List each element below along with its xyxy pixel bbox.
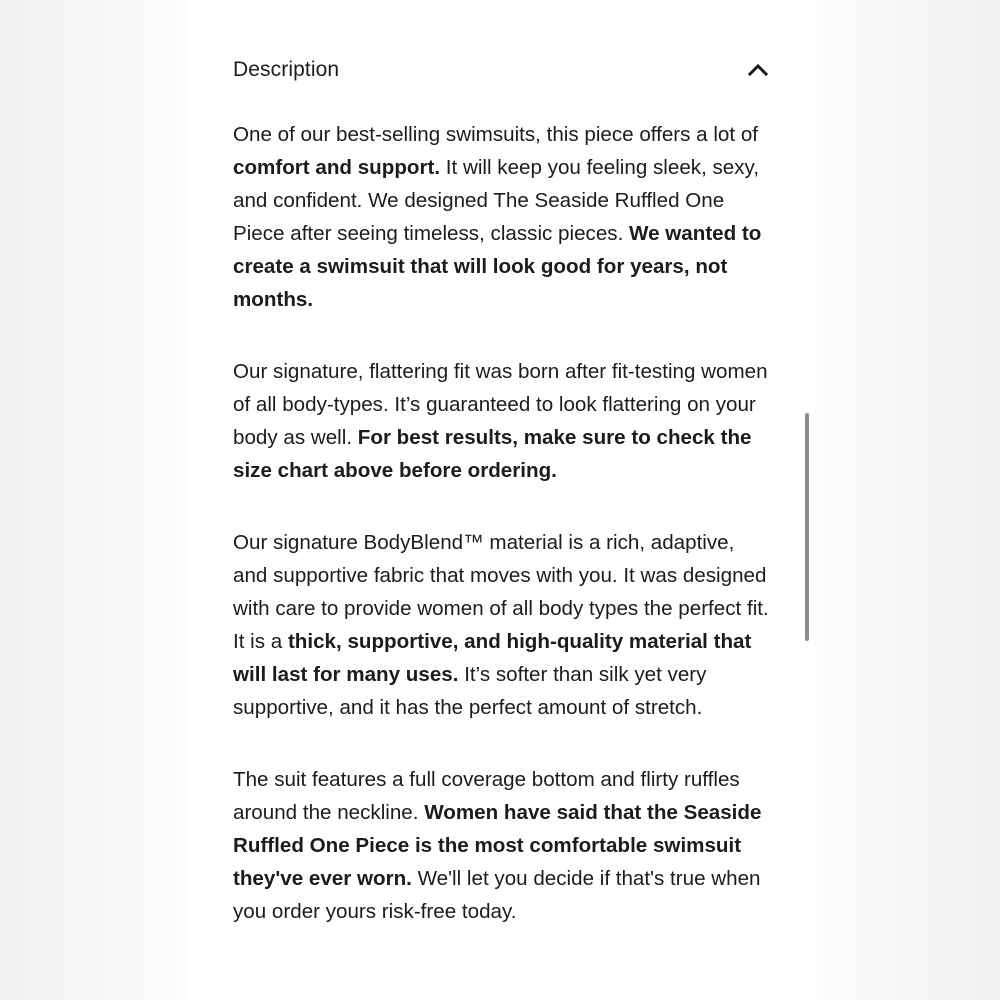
description-body	[233, 118, 773, 967]
chevron-up-icon[interactable]	[747, 59, 769, 81]
description-title: Description	[233, 58, 340, 81]
bold-text-run: For best results, make sure to check the size chart above before ordering.	[233, 426, 752, 482]
text-run: Our signature BodyBlend™ material is a rich, adaptive, and supportive fabric that moves with you. It was designed with care to provide women of all body types the perfect fit. It is a	[233, 531, 769, 653]
bold-text-run: thick, supportive, and high-quality material that will last for many uses.	[233, 630, 752, 686]
text-run: The suit features a full coverage bottom and flirty ruffles around the neckline.	[233, 768, 740, 824]
text-run: It’s softer than silk yet very supportive, and it has the perfect amount of stretch.	[233, 663, 707, 719]
text-run: We'll let you decide if that's true when you order yours risk-free today.	[233, 867, 761, 923]
description-panel	[186, 0, 815, 1000]
text-run: It will keep you feeling sleek, sexy, and confident. We designed The Seaside Ruffled One Piece after seeing timeless, classic pieces.	[233, 156, 760, 245]
description-paragraph	[233, 118, 773, 316]
description-accordion-header[interactable]	[233, 50, 773, 90]
text-run: One of our best-selling swimsuits, this piece offers a lot of	[233, 123, 758, 146]
bold-text-run: comfort and support.	[233, 156, 441, 179]
description-paragraph	[233, 763, 773, 928]
description-paragraph	[233, 526, 773, 724]
text-run: Our signature, flattering fit was born after fit-testing women of all body-types. It’s guaranteed to look flattering on your body as well.	[233, 360, 768, 449]
bold-text-run: We wanted to create a swimsuit that will look good for years, not months.	[233, 222, 762, 311]
description-paragraph	[233, 355, 773, 487]
bold-text-run: Women have said that the Seaside Ruffled One Piece is the most comfortable swimsuit they've ever worn.	[233, 801, 762, 890]
scrollbar-thumb[interactable]	[805, 413, 809, 641]
